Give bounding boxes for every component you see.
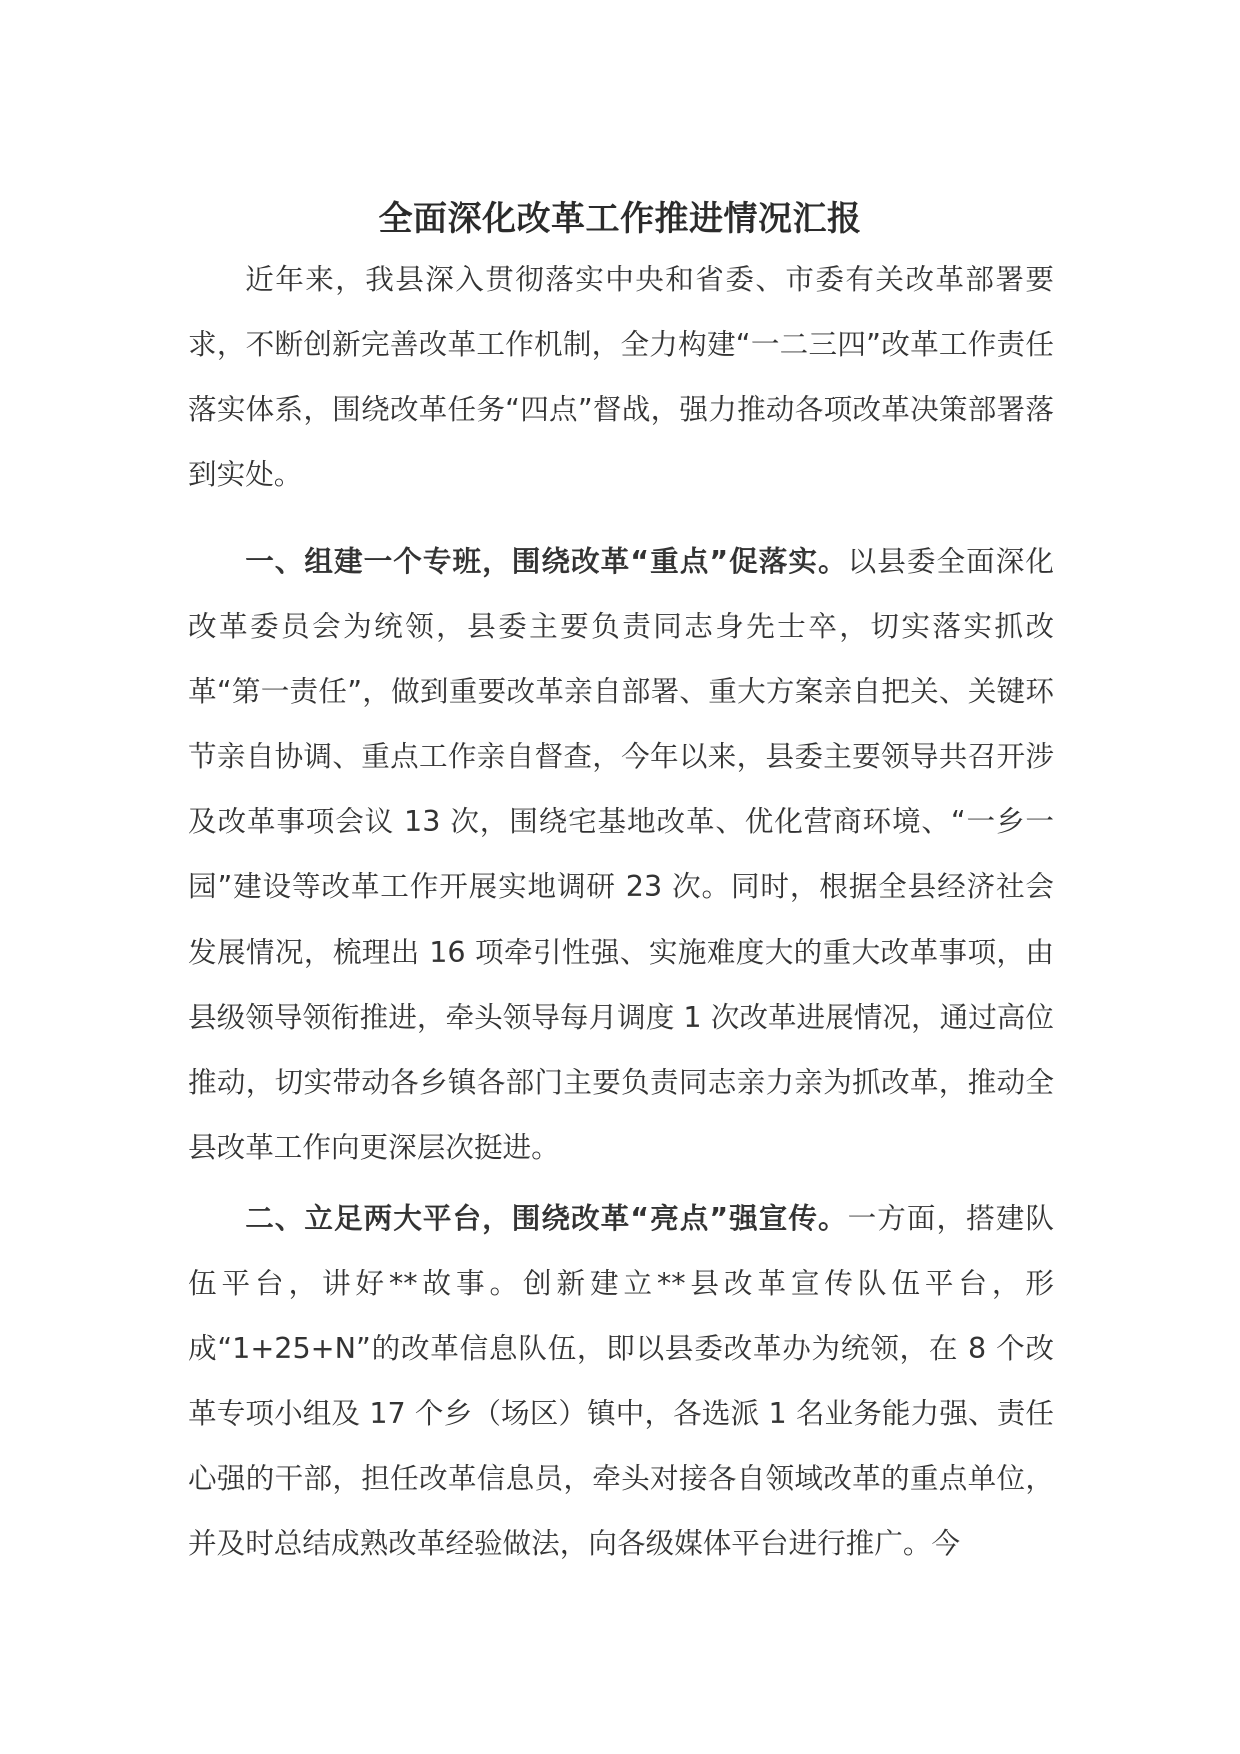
paragraph-intro-text: 近年来，我县深入贯彻落实中央和省委、市委有关改革部署要求，不断创新完善改革工作机制，全力构建“一二三四”改革工作责任落实体系，围绕改革任务“四点”督战，强力推动各项改革决策部署落到实处。 [188, 262, 1054, 492]
paragraph-section-1 [188, 529, 1054, 1180]
section-2-heading: 二、立足两大平台，围绕改革“亮点”强宣传。 [245, 1201, 848, 1235]
paragraph-section-2 [188, 1186, 1054, 1577]
paragraph-intro [188, 247, 1054, 507]
section-1-heading: 一、组建一个专班，围绕改革“重点”促落实。 [245, 544, 848, 578]
section-2-text: 一方面，搭建队伍平台，讲好**故事。创新建立**县改革宣传队伍平台，形成“1+25+N”的改革信息队伍，即以县委改革办为统领，在 8 个改革专项小组及 17 个乡（场区）镇中，各选派 1 名业务能力强、责任心强的干部，担任改革信息员，牵头对接各自领域改革的重点单位，并及时总结成熟改革经验做法，向各级媒体平台进行推广。今 [188, 1201, 1054, 1561]
document-title: 全面深化改革工作推进情况汇报 [378, 198, 862, 239]
section-1-text: 以县委全面深化改革委员会为统领，县委主要负责同志身先士卒，切实落实抓改革“第一责任”，做到重要改革亲自部署、重大方案亲自把关、关键环节亲自协调、重点工作亲自督查，今年以来，县委主要领导共召开涉及改革事项会议 13 次，围绕宅基地改革、优化营商环境、“一乡一园”建设等改革工作开展实地调研 23 次。同时，根据全县经济社会发展情况，梳理出 16 项牵引性强、实施难度大的重大改革事项，由县级领导领衔推进，牵头领导每月调度 1 次改革进展情况，通过高位推动，切实带动各乡镇各部门主要负责同志亲力亲为抓改革，推动全县改革工作向更深层次挺进。 [188, 544, 1054, 1164]
